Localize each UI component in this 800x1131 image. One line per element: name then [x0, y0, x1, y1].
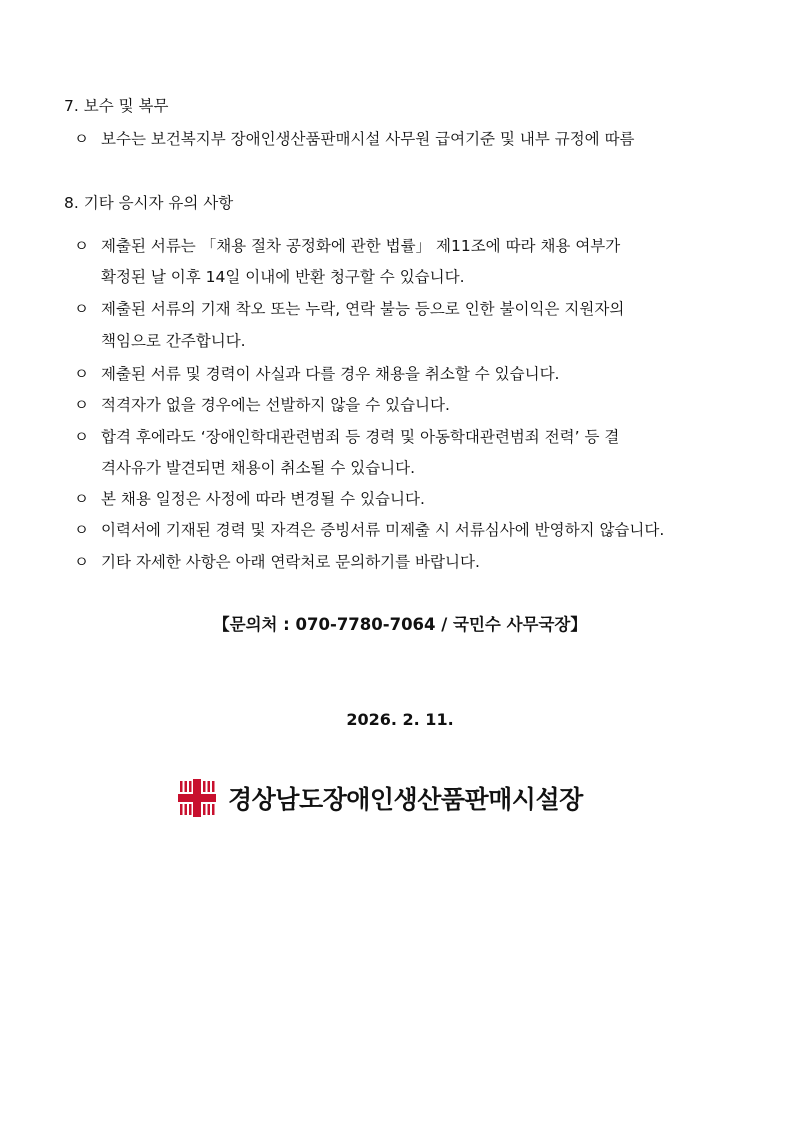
- bullet-mark: ㅇ: [74, 490, 89, 508]
- section-7-heading: 7. 보수 및 복무: [64, 97, 169, 115]
- bullet-mark: ㅇ: [74, 428, 89, 446]
- list-item-text: 제출된 서류 및 경력이 사실과 다를 경우 채용을 취소할 수 있습니다.: [101, 365, 560, 383]
- list-item: [74, 297, 624, 319]
- bullet-mark: ㅇ: [74, 396, 89, 414]
- bullet-mark: ㅇ: [74, 553, 89, 571]
- list-item-text: 합격 후에라도 ‘장애인학대관련범죄 등 경력 및 아동학대관련범죄 전력’ 등 결: [101, 428, 620, 446]
- list-item-text: 본 채용 일정은 사정에 따라 변경될 수 있습니다.: [101, 490, 425, 508]
- list-item-continuation: 격사유가 발견되면 채용이 취소될 수 있습니다.: [101, 459, 416, 477]
- list-item: [74, 234, 620, 256]
- list-item-text: 기타 자세한 사항은 아래 연락처로 문의하기를 바랍니다.: [101, 553, 480, 571]
- list-item: [74, 518, 664, 540]
- organization-name: 경상남도장애인생산품판매시설장: [228, 785, 583, 814]
- document-date: 2026. 2. 11.: [346, 710, 454, 729]
- bullet-mark: ㅇ: [74, 365, 89, 383]
- list-item-continuation: 확정된 날 이후 14일 이내에 반환 청구할 수 있습니다.: [101, 268, 465, 286]
- list-item: [74, 362, 559, 384]
- list-item: [74, 487, 425, 509]
- list-item-text: 적격자가 없을 경우에는 선발하지 않을 수 있습니다.: [101, 396, 450, 414]
- list-item-text: 보수는 보건복지부 장애인생산품판매시설 사무원 급여기준 및 내부 규정에 따름: [101, 130, 635, 148]
- list-item-text: 제출된 서류는 「채용 절차 공정화에 관한 법률」 제11조에 따라 채용 여부가: [101, 237, 621, 255]
- list-item: [74, 127, 635, 149]
- bullet-mark: ㅇ: [74, 237, 89, 255]
- bullet-mark: ㅇ: [74, 521, 89, 539]
- list-item-continuation: 책임으로 간주합니다.: [101, 332, 246, 350]
- list-item-text: 제출된 서류의 기재 착오 또는 누락, 연락 불능 등으로 인한 불이익은 지원자의: [101, 300, 625, 318]
- list-item: [74, 393, 450, 415]
- cross-logo-icon: [176, 777, 218, 819]
- bullet-mark: ㅇ: [74, 130, 89, 148]
- contact-info: 【문의처 : 070-7780-7064 / 국민수 사무국장】: [213, 615, 587, 634]
- list-item: [74, 550, 480, 572]
- organization-signature: [176, 777, 583, 819]
- list-item-text: 이력서에 기재된 경력 및 자격은 증빙서류 미제출 시 서류심사에 반영하지 않습니다.: [101, 521, 665, 539]
- section-8-heading: 8. 기타 응시자 유의 사항: [64, 194, 234, 212]
- bullet-mark: ㅇ: [74, 300, 89, 318]
- list-item: [74, 425, 619, 447]
